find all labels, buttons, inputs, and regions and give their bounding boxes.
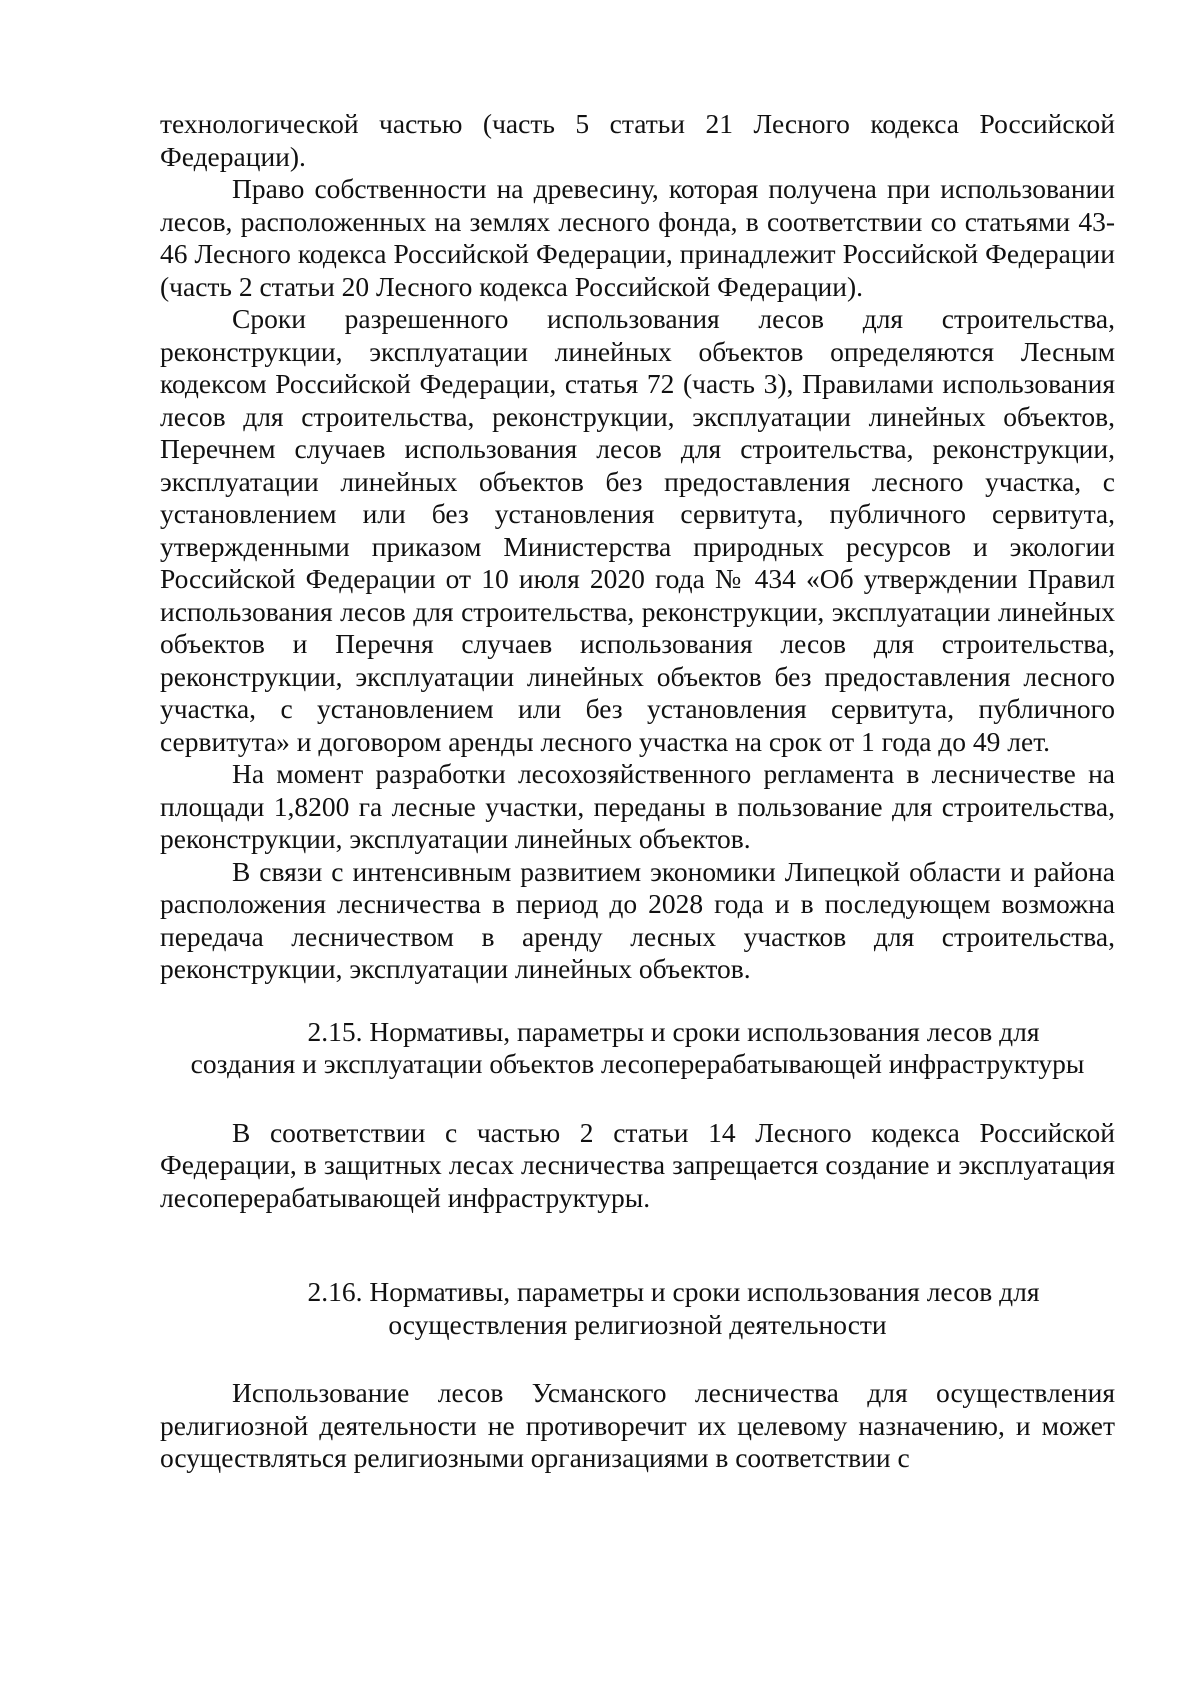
spacer	[160, 1341, 1115, 1377]
paragraph-current-area: На момент разработки лесохозяйственного регламента в лесничестве на площади 1,8200 га лесные участки, переданы в пользование для строительства, реконструкции, эксплуатации линейных объектов.	[160, 758, 1115, 854]
spacer	[160, 986, 1115, 1016]
paragraph-future-lease: В связи с интенсивным развитием экономики Липецкой области и района расположения лесничества в период до 2028 года и в последующем возможна передача лесничеством в аренду лесных участков для строительства, реконструкции, эксплуатации линейных объектов.	[160, 855, 1115, 984]
section-heading-2-16	[160, 1276, 1115, 1341]
paragraph-section-2-15: В соответствии с частью 2 статьи 14 Лесного кодекса Российской Федерации, в защитных лесах лесничества запрещается создание и эксплуатация лесоперерабатывающей инфраструктуры.	[160, 1116, 1115, 1213]
paragraph-section-2-16: Использование лесов Усманского лесничества для осуществления религиозной деятельности не противоречит их целевому назначению, и может осуществляться религиозными организациями в соответствии с	[160, 1377, 1115, 1473]
paragraph-continuation: технологической частью (часть 5 статьи 21 Лесного кодекса Российской Федерации).	[160, 108, 1115, 172]
section-heading-2-16-line2: осуществления религиозной деятельности	[388, 1308, 887, 1340]
section-heading-2-15	[160, 1016, 1115, 1081]
paragraph-linear-objects-terms: Сроки разрешенного использования лесов для строительства, реконструкции, эксплуатации линейных объектов определяются Лесным кодексом Российской Федерации, статья 72 (часть 3), Правилами использования лесов для строительства, реконструкции, эксплуатации линейных объектов, Перечнем случаев использования лесов для строительства, реконструкции, эксплуатации линейных объектов без предоставления лесного участка, с установлением или без установления сервитута, публичного сервитута, утвержденными приказом Министерства природных ресурсов и экологии Российской Федерации от 10 июля 2020 года № 434 «Об утверждении Правил использования лесов для строительства, реконструкции, эксплуатации линейных объектов и Перечня случаев использования лесов для строительства, реконструкции, эксплуатации линейных объектов без предоставления лесного участка, с установлением или без установления сервитута, публичного сервитута» и договором аренды лесного участка на срок от 1 года до 49 лет.	[160, 303, 1115, 757]
section-heading-2-15-line2: создания и эксплуатации объектов лесоперерабатывающей инфраструктуры	[190, 1048, 1085, 1079]
section-heading-2-15-line1: 2.15. Нормативы, параметры и сроки использования лесов для	[307, 1015, 1040, 1047]
spacer	[160, 1081, 1115, 1117]
section-heading-2-16-line1: 2.16. Нормативы, параметры и сроки использования лесов для	[307, 1276, 1040, 1307]
paragraph-ownership: Право собственности на древесину, которая получена при использовании лесов, расположенных на землях лесного фонда, в соответствии со статьями 43-46 Лесного кодекса Российской Федерации, принадлежит Российской Федерации (часть 2 статьи 20 Лесного кодекса Российской Федерации).	[160, 173, 1115, 302]
document-page	[160, 108, 1115, 1475]
spacer	[160, 1214, 1115, 1276]
